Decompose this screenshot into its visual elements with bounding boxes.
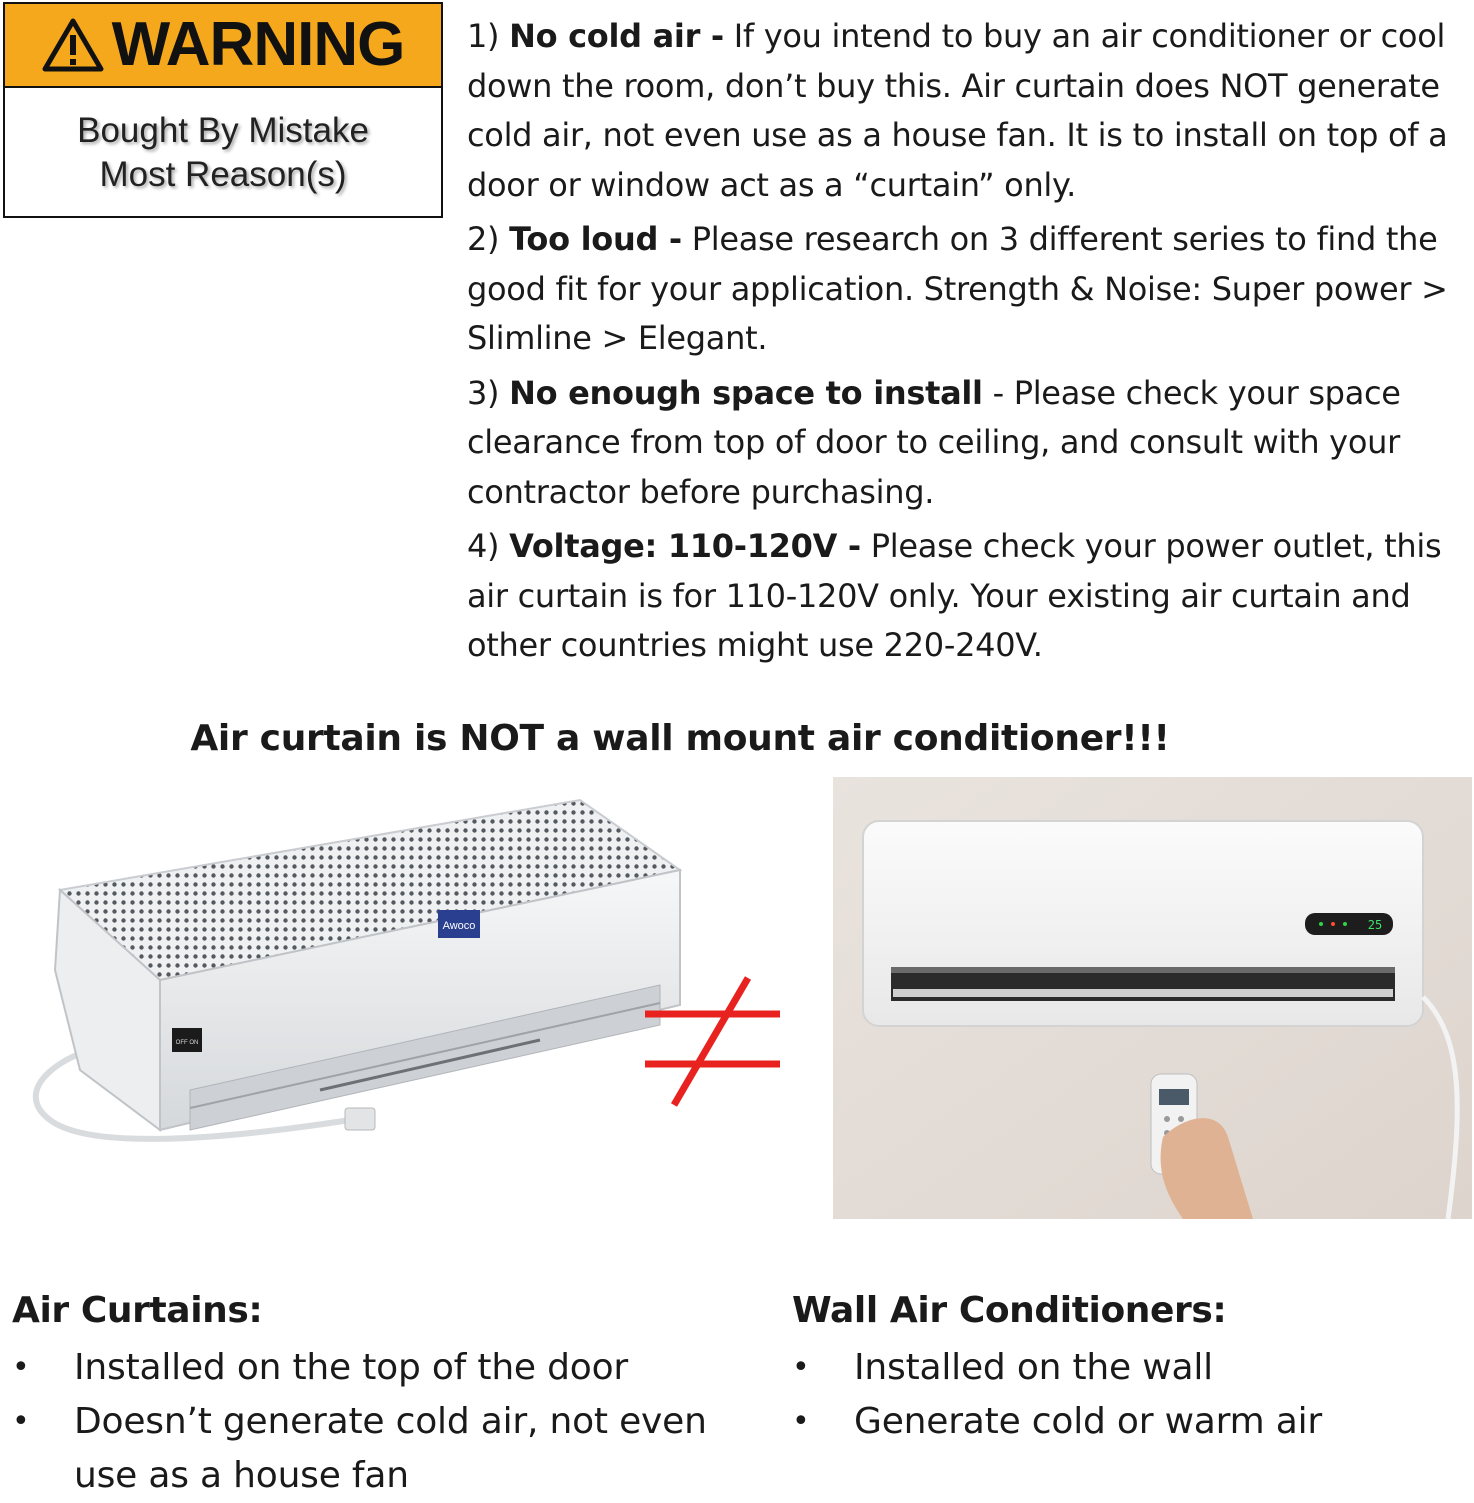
wall-ac-image xyxy=(833,777,1472,1219)
reason-title: No enough space to install xyxy=(509,373,983,412)
list-item-text: Doesn’t generate cold air, not even use as a house fan xyxy=(74,1401,707,1496)
air-curtains-heading: Air Curtains: xyxy=(12,1290,263,1331)
reason-number: 2) xyxy=(467,220,500,258)
reason-text: Please check your power outlet, this air curtain is for 110-120V only. Your existing air curtain and other countries might use 220-240V. xyxy=(467,527,1442,664)
list-item xyxy=(792,1341,1462,1395)
air-curtains-column xyxy=(12,1290,742,1503)
reason-item xyxy=(467,522,1467,671)
list-item xyxy=(792,1395,1462,1449)
list-item xyxy=(12,1395,742,1503)
reason-title: No cold air - xyxy=(509,17,724,55)
reason-number: 3) xyxy=(467,373,500,412)
reason-title: Voltage: 110-120V - xyxy=(509,527,861,565)
not-equal-icon xyxy=(640,970,785,1115)
list-item xyxy=(12,1341,742,1395)
reason-number: 1) xyxy=(467,17,500,55)
bullet: • xyxy=(12,1350,30,1385)
warning-line-1: Bought By Mistake xyxy=(77,111,369,150)
list-item-text: Installed on the wall xyxy=(854,1347,1213,1388)
reason-number: 4) xyxy=(467,527,500,565)
list-item-text: Generate cold or warm air xyxy=(854,1401,1323,1442)
reason-item xyxy=(467,215,1467,364)
bullet: • xyxy=(12,1404,30,1439)
list-item-text: Installed on the top of the door xyxy=(74,1347,629,1388)
brand-text: Awoco xyxy=(442,920,476,932)
warning-title: WARNING xyxy=(111,10,405,79)
wall-ac-list xyxy=(792,1341,1462,1449)
reasons-list xyxy=(467,12,1467,676)
bullet: • xyxy=(792,1404,810,1439)
reason-text: - Please check your space clearance from top of door to ceiling, and consult with your contractor before purchasing. xyxy=(467,373,1401,511)
warning-line-2: Most Reason(s) xyxy=(99,155,347,194)
reason-item xyxy=(467,369,1467,518)
reason-text: If you intend to buy an air conditioner or cool down the room, don’t buy this. Air curtain does NOT generate cold air, not even use as a house fan. It is to install on top of a door or window act as a “curtain” only. xyxy=(467,17,1448,204)
air-curtain-image xyxy=(20,790,700,1170)
ac-display-text: 25 xyxy=(1367,918,1383,932)
bullet: • xyxy=(792,1350,810,1385)
switch-label: OFF ON xyxy=(175,1040,199,1046)
reason-title: Too loud - xyxy=(509,220,682,258)
reason-text: Please research on 3 different series to find the good fit for your application. Strength & Noise: Super power > Slimline > Elegant. xyxy=(467,220,1448,357)
wall-ac-column xyxy=(792,1290,1462,1449)
wall-ac-heading: Wall Air Conditioners: xyxy=(792,1290,1227,1331)
air-curtains-list xyxy=(12,1341,742,1503)
reason-item xyxy=(467,12,1467,210)
headline: Air curtain is NOT a wall mount air conditioner!!! xyxy=(190,718,1170,759)
warning-header xyxy=(5,4,441,88)
warning-body xyxy=(5,88,441,218)
warning-triangle-icon xyxy=(42,18,104,72)
warning-sign xyxy=(3,2,443,218)
